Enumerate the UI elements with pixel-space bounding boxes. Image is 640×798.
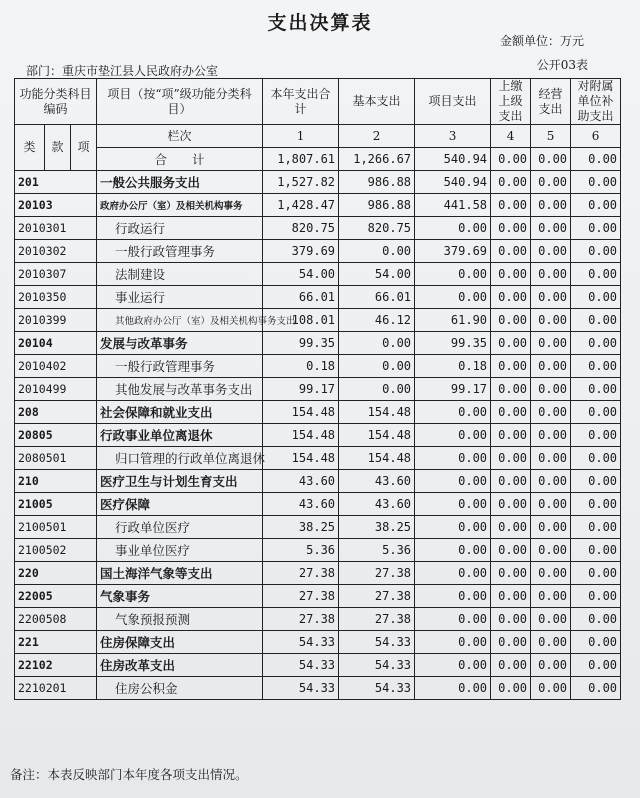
row-code: 2080501: [15, 447, 97, 470]
row-value: 154.48: [339, 447, 415, 470]
row-value: 108.01: [263, 309, 339, 332]
row-value: 54.33: [339, 654, 415, 677]
row-value: 0.00: [531, 194, 571, 217]
col-num-4: 4: [491, 125, 531, 148]
table-row: [15, 309, 621, 332]
row-value: 0.00: [491, 516, 531, 539]
table-row: [15, 677, 621, 700]
row-value: 0.00: [531, 286, 571, 309]
table-row: [15, 631, 621, 654]
row-value: 0.00: [531, 493, 571, 516]
row-code: 2010307: [15, 263, 97, 286]
row-value: 0.00: [531, 263, 571, 286]
row-name: 归口管理的行政单位离退休: [97, 447, 263, 470]
row-value: 0.00: [571, 240, 621, 263]
header-lei: 类: [15, 125, 45, 171]
page-title: 支出决算表: [267, 12, 373, 34]
row-value: 0.00: [571, 585, 621, 608]
table-row: [15, 401, 621, 424]
row-value: 0.00: [571, 539, 621, 562]
row-value: 66.01: [339, 286, 415, 309]
header-total: 本年支出合计: [263, 79, 339, 125]
row-value: 0.00: [415, 516, 491, 539]
footnote: 备注：本表反映部门本年度各项支出情况。: [10, 767, 248, 782]
row-name: 一般行政管理事务: [97, 355, 263, 378]
row-value: 0.00: [571, 378, 621, 401]
row-value: 0.00: [415, 493, 491, 516]
row-value: 0.00: [531, 240, 571, 263]
header-kuan: 款: [45, 125, 71, 171]
row-name: 医疗卫生与计划生育支出: [97, 470, 263, 493]
row-value: 0.00: [571, 447, 621, 470]
row-value: 0.00: [531, 378, 571, 401]
header-xiang: 项: [71, 125, 97, 171]
row-name: 国土海洋气象等支出: [97, 562, 263, 585]
total-row: [15, 148, 621, 171]
table-row: [15, 263, 621, 286]
row-value: 0.00: [571, 171, 621, 194]
total-value: 1,807.61: [263, 148, 339, 171]
row-value: 1,527.82: [263, 171, 339, 194]
row-value: 0.00: [571, 286, 621, 309]
header-business: 经营支出: [531, 79, 571, 125]
row-value: 0.00: [415, 585, 491, 608]
row-name: 行政事业单位离退休: [97, 424, 263, 447]
row-value: 43.60: [263, 493, 339, 516]
row-value: 38.25: [339, 516, 415, 539]
row-value: 38.25: [263, 516, 339, 539]
row-value: 0.00: [415, 263, 491, 286]
row-value: 0.00: [491, 631, 531, 654]
row-value: 0.00: [491, 171, 531, 194]
row-value: 0.00: [531, 171, 571, 194]
total-value: 0.00: [531, 148, 571, 171]
row-value: 986.88: [339, 171, 415, 194]
row-value: 0.00: [531, 355, 571, 378]
header-upper: 上缴上级支出: [491, 79, 531, 125]
row-value: 0.00: [491, 654, 531, 677]
row-value: 0.00: [491, 332, 531, 355]
row-value: 0.00: [339, 332, 415, 355]
row-value: 99.17: [415, 378, 491, 401]
row-value: 154.48: [263, 424, 339, 447]
row-value: 379.69: [263, 240, 339, 263]
col-num-3: 3: [415, 125, 491, 148]
row-value: 0.00: [415, 539, 491, 562]
row-value: 0.00: [491, 309, 531, 332]
row-value: 0.00: [571, 309, 621, 332]
row-value: 0.00: [415, 654, 491, 677]
row-code: 2100502: [15, 539, 97, 562]
row-value: 0.00: [415, 424, 491, 447]
row-value: 0.00: [491, 677, 531, 700]
row-code: 201: [15, 171, 97, 194]
row-value: 0.00: [531, 631, 571, 654]
table-row: [15, 355, 621, 378]
row-value: 0.00: [491, 401, 531, 424]
col-num-2: 2: [339, 125, 415, 148]
row-code: 2010301: [15, 217, 97, 240]
total-value: 0.00: [491, 148, 531, 171]
row-code: 22005: [15, 585, 97, 608]
row-value: 54.33: [339, 631, 415, 654]
row-value: 0.00: [415, 562, 491, 585]
row-value: 27.38: [339, 585, 415, 608]
row-value: 0.00: [531, 470, 571, 493]
row-value: 0.00: [571, 608, 621, 631]
department-label: 部门：重庆市垫江县人民政府办公室: [26, 64, 219, 78]
row-value: 0.00: [491, 447, 531, 470]
table-row: [15, 608, 621, 631]
row-value: 820.75: [263, 217, 339, 240]
row-value: 540.94: [415, 171, 491, 194]
row-value: 0.00: [531, 539, 571, 562]
row-code: 2010302: [15, 240, 97, 263]
row-code: 2210201: [15, 677, 97, 700]
form-number: 公开03表: [536, 58, 588, 72]
row-value: 0.00: [571, 194, 621, 217]
table-row: [15, 217, 621, 240]
row-value: 0.00: [571, 677, 621, 700]
row-value: 0.00: [531, 608, 571, 631]
total-value: 0.00: [571, 148, 621, 171]
row-value: 0.00: [491, 470, 531, 493]
row-value: 0.00: [415, 631, 491, 654]
row-value: 0.00: [415, 608, 491, 631]
row-value: 0.00: [491, 263, 531, 286]
row-value: 0.00: [571, 493, 621, 516]
row-value: 43.60: [339, 493, 415, 516]
table-row: [15, 332, 621, 355]
row-value: 27.38: [339, 562, 415, 585]
row-value: 154.48: [339, 401, 415, 424]
row-value: 154.48: [339, 424, 415, 447]
row-value: 154.48: [263, 401, 339, 424]
total-value: 1,266.67: [339, 148, 415, 171]
row-name: 政府办公厅（室）及相关机构事务: [97, 194, 263, 217]
column-index-row: [15, 125, 621, 148]
row-value: 0.00: [415, 677, 491, 700]
table-row: [15, 516, 621, 539]
row-value: 0.00: [531, 654, 571, 677]
total-value: 540.94: [415, 148, 491, 171]
row-value: 0.00: [571, 516, 621, 539]
row-value: 820.75: [339, 217, 415, 240]
row-value: 0.00: [491, 585, 531, 608]
row-value: 0.00: [571, 631, 621, 654]
row-value: 0.00: [531, 585, 571, 608]
header-func-code: 功能分类科目编码: [15, 79, 97, 125]
row-value: 54.00: [263, 263, 339, 286]
row-name: 法制建设: [97, 263, 263, 286]
row-value: 0.00: [491, 194, 531, 217]
row-code: 221: [15, 631, 97, 654]
total-label: 合 计: [97, 148, 263, 171]
row-value: 99.17: [263, 378, 339, 401]
table-body: [15, 171, 621, 700]
row-name: 住房保障支出: [97, 631, 263, 654]
row-value: 0.00: [571, 424, 621, 447]
header-project: 项目支出: [415, 79, 491, 125]
row-value: 0.00: [531, 424, 571, 447]
row-value: 0.00: [571, 332, 621, 355]
table-row: [15, 286, 621, 309]
row-value: 27.38: [339, 608, 415, 631]
row-value: 0.00: [571, 217, 621, 240]
row-value: 0.00: [531, 332, 571, 355]
row-value: 27.38: [263, 585, 339, 608]
row-value: 0.00: [491, 608, 531, 631]
row-code: 208: [15, 401, 97, 424]
row-name: 一般公共服务支出: [97, 171, 263, 194]
row-value: 54.33: [339, 677, 415, 700]
row-value: 0.18: [263, 355, 339, 378]
row-value: 0.00: [491, 562, 531, 585]
row-value: 5.36: [263, 539, 339, 562]
row-value: 54.33: [263, 654, 339, 677]
row-value: 0.00: [531, 562, 571, 585]
row-value: 54.33: [263, 677, 339, 700]
header-basic: 基本支出: [339, 79, 415, 125]
table-row: [15, 470, 621, 493]
table-row: [15, 194, 621, 217]
row-value: 0.00: [415, 217, 491, 240]
row-code: 20805: [15, 424, 97, 447]
row-value: 46.12: [339, 309, 415, 332]
row-code: 2010402: [15, 355, 97, 378]
row-code: 2010350: [15, 286, 97, 309]
row-value: 0.00: [571, 654, 621, 677]
row-value: 0.00: [531, 217, 571, 240]
table-row: [15, 539, 621, 562]
row-value: 54.33: [263, 631, 339, 654]
row-value: 0.00: [339, 378, 415, 401]
row-value: 1,428.47: [263, 194, 339, 217]
row-code: 20104: [15, 332, 97, 355]
row-value: 0.00: [491, 539, 531, 562]
header-item: 项目（按“项”级功能分类科目）: [97, 79, 263, 125]
row-value: 27.38: [263, 562, 339, 585]
table-row: [15, 171, 621, 194]
row-value: 0.00: [491, 493, 531, 516]
row-name: 发展与改革事务: [97, 332, 263, 355]
row-name: 气象预报预测: [97, 608, 263, 631]
row-value: 0.00: [531, 447, 571, 470]
row-name: 行政单位医疗: [97, 516, 263, 539]
col-num-5: 5: [531, 125, 571, 148]
row-value: 0.00: [415, 286, 491, 309]
row-value: 61.90: [415, 309, 491, 332]
row-value: 66.01: [263, 286, 339, 309]
row-value: 43.60: [339, 470, 415, 493]
row-value: 0.00: [339, 355, 415, 378]
row-code: 210: [15, 470, 97, 493]
row-value: 0.00: [571, 562, 621, 585]
row-value: 0.00: [415, 470, 491, 493]
row-code: 2200508: [15, 608, 97, 631]
row-name: 社会保障和就业支出: [97, 401, 263, 424]
table-row: [15, 240, 621, 263]
row-name: 住房公积金: [97, 677, 263, 700]
expenditure-table: [14, 78, 621, 700]
row-value: 0.00: [491, 378, 531, 401]
row-name: 医疗保障: [97, 493, 263, 516]
row-value: 986.88: [339, 194, 415, 217]
row-value: 0.00: [571, 355, 621, 378]
row-value: 5.36: [339, 539, 415, 562]
row-value: 0.00: [571, 263, 621, 286]
row-value: 0.00: [571, 401, 621, 424]
row-name: 事业单位医疗: [97, 539, 263, 562]
table-row: [15, 562, 621, 585]
row-value: 0.00: [491, 424, 531, 447]
row-value: 27.38: [263, 608, 339, 631]
row-value: 99.35: [415, 332, 491, 355]
row-value: 99.35: [263, 332, 339, 355]
row-value: 0.00: [491, 240, 531, 263]
row-code: 22102: [15, 654, 97, 677]
table-row: [15, 493, 621, 516]
row-value: 0.00: [531, 309, 571, 332]
table-row: [15, 585, 621, 608]
row-name: 行政运行: [97, 217, 263, 240]
header-row: [15, 79, 621, 125]
row-value: 0.00: [531, 401, 571, 424]
row-name: 事业运行: [97, 286, 263, 309]
row-code: 21005: [15, 493, 97, 516]
row-value: 0.00: [491, 217, 531, 240]
col-num-1: 1: [263, 125, 339, 148]
table-row: [15, 424, 621, 447]
row-value: 0.00: [491, 355, 531, 378]
row-value: 0.00: [531, 677, 571, 700]
row-name: 气象事务: [97, 585, 263, 608]
row-name: 住房改革支出: [97, 654, 263, 677]
unit-label: 金额单位：万元: [499, 34, 584, 48]
row-name: 一般行政管理事务: [97, 240, 263, 263]
row-value: 54.00: [339, 263, 415, 286]
row-value: 379.69: [415, 240, 491, 263]
row-value: 0.18: [415, 355, 491, 378]
row-value: 0.00: [415, 401, 491, 424]
header-subsidy: 对附属单位补助支出: [571, 79, 621, 125]
row-value: 0.00: [571, 470, 621, 493]
row-code: 2100501: [15, 516, 97, 539]
row-name: 其他政府办公厅（室）及相关机构事务支出: [97, 309, 263, 332]
row-code: 220: [15, 562, 97, 585]
row-value: 154.48: [263, 447, 339, 470]
row-value: 43.60: [263, 470, 339, 493]
header-column-label: 栏次: [97, 125, 263, 148]
row-value: 441.58: [415, 194, 491, 217]
table-row: [15, 378, 621, 401]
table-row: [15, 654, 621, 677]
col-num-6: 6: [571, 125, 621, 148]
row-value: 0.00: [531, 516, 571, 539]
row-value: 0.00: [491, 286, 531, 309]
row-code: 2010399: [15, 309, 97, 332]
row-value: 0.00: [339, 240, 415, 263]
row-code: 20103: [15, 194, 97, 217]
table-row: [15, 447, 621, 470]
row-name: 其他发展与改革事务支出: [97, 378, 263, 401]
row-value: 0.00: [415, 447, 491, 470]
row-code: 2010499: [15, 378, 97, 401]
